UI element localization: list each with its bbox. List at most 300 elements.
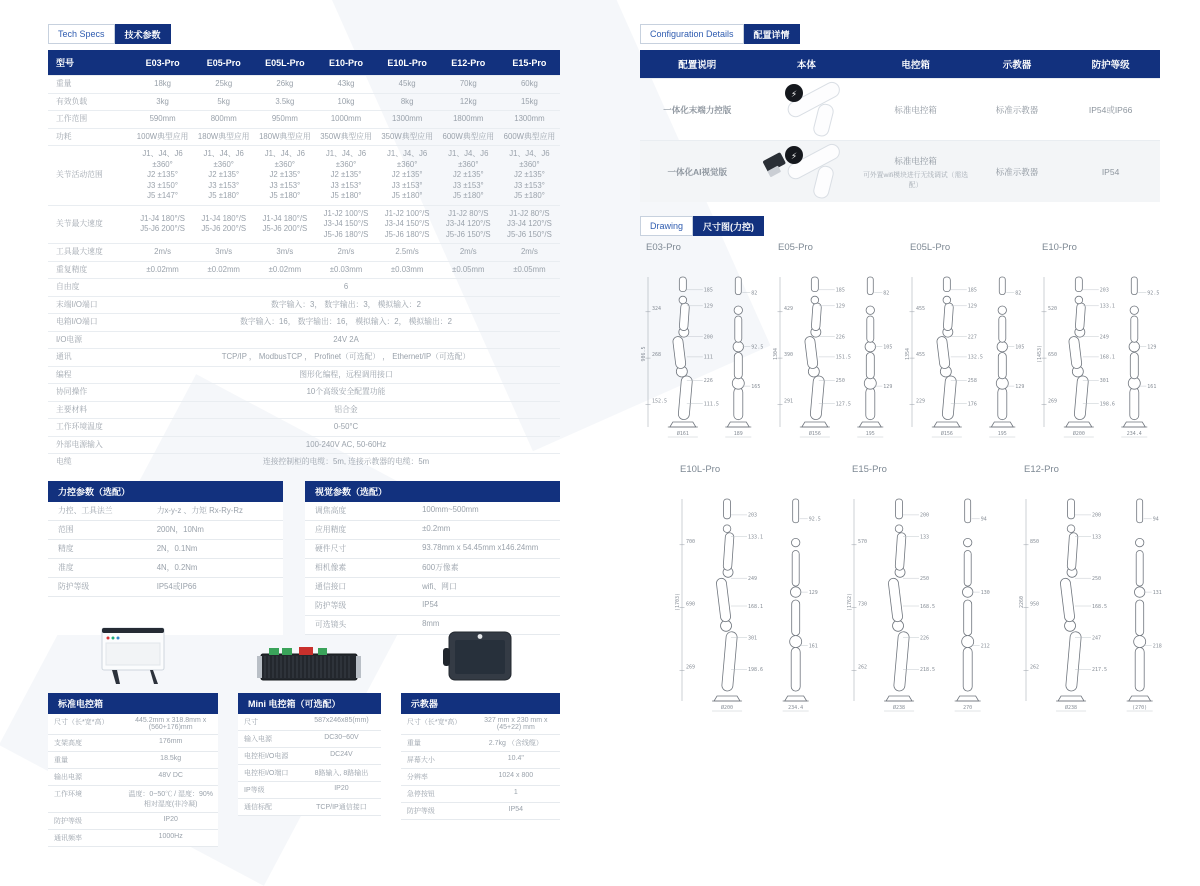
spec-row-value: 0-50°C <box>132 419 560 437</box>
hardware-key: 分辨率 <box>406 773 428 781</box>
drawing-model-E10L-Pro <box>674 464 830 730</box>
spec-cell: 350W典型应用 <box>377 128 438 146</box>
config-row <box>640 140 1160 202</box>
svg-text:185: 185 <box>967 287 977 294</box>
spec-row <box>48 349 560 367</box>
spec-cell: 2m/s <box>132 244 193 262</box>
spec-cell: 100W典型应用 <box>132 128 193 146</box>
drawing-figure <box>640 255 766 456</box>
spec-col-E10-Pro: E10-Pro <box>315 50 376 76</box>
spec-row <box>48 419 560 437</box>
svg-text:2260: 2260 <box>1019 595 1025 609</box>
force-param-value: 4N，0.2Nm <box>156 563 198 573</box>
hardware-value: 10.4" <box>507 754 524 762</box>
svg-text:⚡: ⚡ <box>791 150 798 162</box>
drawing-figure <box>1018 477 1174 730</box>
svg-text:(1703): (1703) <box>675 592 681 612</box>
svg-text:250: 250 <box>1092 576 1102 582</box>
hardware-key: 输入电源 <box>244 735 272 743</box>
tab-drawing-zh[interactable]: 尺寸图(力控) <box>693 216 764 236</box>
svg-text:226: 226 <box>835 334 845 341</box>
svg-text:200: 200 <box>920 512 930 519</box>
svg-text:161: 161 <box>1147 383 1157 390</box>
teach-pendant-photo <box>441 628 519 691</box>
force-param-key: 防护等级 <box>58 582 90 592</box>
spec-row <box>48 331 560 349</box>
vision-param-row <box>305 502 560 521</box>
spec-cell: ±0.05mm <box>499 261 560 279</box>
hardware-value: DC24V <box>330 750 353 758</box>
svg-text:129: 129 <box>1015 383 1025 390</box>
spec-row-value: 100-240V AC, 50-60Hz <box>132 436 560 454</box>
force-param-value: 200N，10Nm <box>156 525 204 535</box>
spec-row <box>48 146 560 206</box>
drawing-model-title: E05-Pro <box>778 242 813 253</box>
vision-param-row <box>305 540 560 559</box>
drawing-model-E05-Pro <box>772 242 898 456</box>
spec-row-label: 工具最大速度 <box>48 244 132 262</box>
hardware-row <box>401 735 560 752</box>
svg-text:129: 129 <box>835 303 845 310</box>
config-pendant-cell: 标准示教器 <box>995 104 1039 115</box>
spec-col-E03-Pro: E03-Pro <box>132 50 193 76</box>
svg-text:270: 270 <box>963 705 973 711</box>
spec-cell: J1-J4 180°/S J5-J6 200°/S <box>132 205 193 244</box>
tech-specs-tabs <box>48 24 560 44</box>
spec-cell: J1-J4 180°/S J5-J6 200°/S <box>254 205 315 244</box>
force-param-row <box>48 540 283 559</box>
spec-cell: 26kg <box>254 76 315 94</box>
spec-cell: 15kg <box>499 93 560 111</box>
drawing-model-E05L-Pro <box>904 242 1030 456</box>
vision-param-row <box>305 521 560 540</box>
svg-text:203: 203 <box>1099 287 1109 294</box>
spec-cell: ±0.02mm <box>132 261 193 279</box>
spec-cell: J1、J4、J6 ±360° J2 ±135° J3 ±153° J5 ±180° <box>254 146 315 206</box>
mini-control-box-photo <box>255 640 363 691</box>
hardware-value: 1000Hz <box>158 832 183 840</box>
vision-param-key: 通信接口 <box>315 582 347 592</box>
hardware-row <box>238 748 381 765</box>
dimension-drawing <box>674 477 830 725</box>
hardware-row <box>401 803 560 820</box>
svg-text:198.6: 198.6 <box>1099 401 1115 408</box>
teach-pendant-title: 示教器 <box>401 693 560 714</box>
config-box-label: 标准电控箱 <box>894 155 937 166</box>
hardware-value: IP20 <box>334 784 349 792</box>
hardware-block <box>48 693 218 847</box>
spec-cell: ±0.03mm <box>377 261 438 279</box>
standard-control-box-photo <box>90 624 176 691</box>
spec-row-value: 连接控制柜的电缆：5m, 连接示教器的电缆：5m <box>132 454 560 471</box>
svg-text:129: 129 <box>883 383 893 390</box>
spec-row <box>48 314 560 332</box>
svg-text:429: 429 <box>784 305 794 312</box>
hardware-value: 587x246x85(mm) <box>314 716 369 724</box>
vision-param-row <box>305 559 560 578</box>
spec-cell: 3.5kg <box>254 93 315 111</box>
vision-param-key: 调焦高度 <box>315 506 347 516</box>
svg-text:151.5: 151.5 <box>835 354 851 361</box>
svg-text:234.4: 234.4 <box>788 705 804 711</box>
hardware-value: 445.2mm x 318.8mm x (560+176)mm <box>135 716 207 731</box>
hardware-row <box>238 765 381 782</box>
config-box-label: 标准电控箱 <box>894 104 937 115</box>
hardware-value: 1024 x 800 <box>498 771 534 779</box>
spec-cell: 2m/s <box>438 244 499 262</box>
svg-text:185: 185 <box>835 287 845 294</box>
spec-cell: 43kg <box>315 76 376 94</box>
spec-row-label: 外部电源输入 <box>48 436 132 454</box>
spec-col-E10L-Pro: E10L-Pro <box>377 50 438 76</box>
dimension-drawing <box>772 255 898 451</box>
spec-row <box>48 111 560 129</box>
vision-params-title: 视觉参数（选配） <box>305 481 560 502</box>
spec-col-E05L-Pro: E05L-Pro <box>254 50 315 76</box>
spec-cell: 180W典型应用 <box>193 128 254 146</box>
config-ip-cell: IP54 <box>1101 166 1120 177</box>
svg-text:269: 269 <box>686 664 696 671</box>
spec-cell: 60kg <box>499 76 560 94</box>
svg-text:168.5: 168.5 <box>1092 603 1108 610</box>
svg-text:324: 324 <box>652 305 662 312</box>
force-params-title: 力控参数（选配） <box>48 481 283 502</box>
hardware-value: 1 <box>513 788 518 796</box>
standard-control-box-table <box>48 693 218 847</box>
vision-param-key: 防护等级 <box>315 601 347 611</box>
spec-row-label: 编程 <box>48 366 132 384</box>
svg-text:Ø161: Ø161 <box>676 431 689 437</box>
tech-specs-table <box>48 50 560 471</box>
drawing-tabs <box>640 216 1160 236</box>
svg-text:906.5: 906.5 <box>641 346 647 362</box>
spec-cell: J1、J4、J6 ±360° J2 ±135° J3 ±153° J5 ±180° <box>193 146 254 206</box>
svg-text:227: 227 <box>967 334 977 341</box>
drawing-model-E03-Pro <box>640 242 766 456</box>
svg-text:161: 161 <box>808 643 818 650</box>
hardware-value: 8路输入, 8路输出 <box>314 769 369 777</box>
svg-text:249: 249 <box>1099 334 1109 341</box>
spec-row-label: 重量 <box>48 76 132 94</box>
drawing-model-E12-Pro <box>1018 464 1174 730</box>
spec-cell: J1、J4、J6 ±360° J2 ±135° J3 ±153° J5 ±180° <box>499 146 560 206</box>
spec-row-label: I/O电源 <box>48 331 132 349</box>
svg-text:250: 250 <box>835 378 845 385</box>
spec-row-label: 工作范围 <box>48 111 132 129</box>
spec-col-E12-Pro: E12-Pro <box>438 50 499 76</box>
spec-cell: 1800mm <box>438 111 499 129</box>
svg-text:94: 94 <box>1152 516 1159 523</box>
svg-text:250: 250 <box>920 576 930 582</box>
spec-cell: 3kg <box>132 93 193 111</box>
svg-text:455: 455 <box>916 352 926 359</box>
mini-control-box-table <box>238 693 381 816</box>
spec-cell: 600W典型应用 <box>499 128 560 146</box>
svg-text:520: 520 <box>1048 305 1058 312</box>
hardware-value: 176mm <box>159 737 183 745</box>
svg-text:82: 82 <box>883 290 890 297</box>
hardware-key: IP等级 <box>244 786 265 794</box>
hardware-block <box>401 693 560 847</box>
spec-row-label: 自由度 <box>48 279 132 297</box>
hardware-key: 通信标配 <box>244 803 272 811</box>
spec-row-value: 数字输入：3， 数字输出：3， 模拟输入：2 <box>132 296 560 314</box>
spec-row-label: 通讯 <box>48 349 132 367</box>
svg-text:700: 700 <box>686 538 696 545</box>
drawing-figure <box>674 477 830 730</box>
hardware-key: 防护等级 <box>54 817 82 825</box>
svg-text:950: 950 <box>1030 601 1040 608</box>
force-param-row <box>48 521 283 540</box>
spec-cell: 180W典型应用 <box>254 128 315 146</box>
spec-cell: J1-J4 180°/S J5-J6 200°/S <box>193 205 254 244</box>
spec-row <box>48 366 560 384</box>
drawing-model-title: E10L-Pro <box>680 464 721 475</box>
svg-text:152.5: 152.5 <box>652 398 668 405</box>
svg-text:82: 82 <box>1015 290 1022 297</box>
spec-cell: 3m/s <box>254 244 315 262</box>
hardware-value: DC30~60V <box>324 733 359 741</box>
svg-text:168.1: 168.1 <box>748 603 764 610</box>
config-row <box>640 78 1160 140</box>
mini-control-box-title: Mini 电控箱（可选配） <box>238 693 381 714</box>
vision-param-row <box>305 578 560 597</box>
svg-text:92.5: 92.5 <box>751 344 764 351</box>
drawing-model-E10-Pro <box>1036 242 1162 456</box>
spec-cell: 1300mm <box>499 111 560 129</box>
svg-text:129: 129 <box>1147 344 1157 351</box>
config-box-cell <box>858 104 972 116</box>
config-body-image-cell <box>754 80 858 140</box>
spec-cell: ±0.03mm <box>315 261 376 279</box>
tab-config-details-en[interactable]: Configuration Details <box>640 24 744 44</box>
force-params-table <box>48 481 283 635</box>
svg-text:129: 129 <box>967 303 977 310</box>
svg-text:262: 262 <box>1030 664 1040 671</box>
vision-param-value: wifi、网口 <box>422 582 457 592</box>
svg-text:185: 185 <box>703 287 713 294</box>
config-name: 一体化末端力控版 <box>663 104 732 115</box>
drawing-figure <box>846 477 1002 730</box>
svg-text:200: 200 <box>703 334 713 341</box>
config-ip-cell: IP54或IP66 <box>1088 104 1133 115</box>
svg-text:249: 249 <box>748 576 758 582</box>
svg-text:(1453): (1453) <box>1037 344 1043 364</box>
teach-pendant-table <box>401 693 560 820</box>
spec-cell: 5kg <box>193 93 254 111</box>
drawing-figure <box>904 255 1030 456</box>
svg-text:258: 258 <box>967 378 977 385</box>
svg-text:111.5: 111.5 <box>703 401 719 408</box>
spec-cell: 600W典型应用 <box>438 128 499 146</box>
dimension-drawing <box>846 477 1002 725</box>
hardware-row <box>401 769 560 786</box>
force-param-key: 精度 <box>58 544 74 554</box>
svg-text:730: 730 <box>858 601 868 608</box>
vision-param-value: 600万像素 <box>422 563 459 573</box>
spec-row <box>48 76 560 94</box>
force-param-row <box>48 559 283 578</box>
config-details-tabs <box>640 24 1160 44</box>
force-param-key: 力控、工具法兰 <box>58 506 113 516</box>
config-details-table <box>640 50 1160 202</box>
spec-row-value: 数字输入：16， 数字输出：16， 模拟输入：2， 模拟输出：2 <box>132 314 560 332</box>
spec-row <box>48 93 560 111</box>
spec-cell: 18kg <box>132 76 193 94</box>
spec-row-value: TCP/IP ， ModbusTCP ， Profinet（可选配） ， Ethernet/IP（可选配） <box>132 349 560 367</box>
vision-param-key: 应用精度 <box>315 525 347 535</box>
hardware-value: 2.7kg （含线缆） <box>488 739 543 747</box>
svg-text:Ø200: Ø200 <box>1072 431 1085 437</box>
hardware-value: 18.5kg <box>160 754 182 762</box>
svg-text:198.6: 198.6 <box>748 667 764 674</box>
drawing-model-title: E05L-Pro <box>910 242 951 253</box>
spec-row-label: 关节最大速度 <box>48 205 132 244</box>
svg-text:1354: 1354 <box>905 347 911 361</box>
spec-cell: 2.5m/s <box>377 244 438 262</box>
config-pendant-cell: 标准示教器 <box>995 166 1039 177</box>
svg-text:291: 291 <box>784 398 794 405</box>
robot-arm-force-image <box>758 80 854 138</box>
force-param-key: 准度 <box>58 563 74 573</box>
spec-row <box>48 128 560 146</box>
spec-row-label: 重复精度 <box>48 261 132 279</box>
hardware-value: 48V DC <box>158 771 183 779</box>
tab-drawing-en[interactable]: Drawing <box>640 216 693 236</box>
hardware-key: 电控柜I/O端口 <box>244 769 289 777</box>
spec-row-label: 协同操作 <box>48 384 132 402</box>
svg-text:268: 268 <box>652 352 662 359</box>
drawing-model-E15-Pro <box>846 464 1002 730</box>
spec-row-label: 功耗 <box>48 128 132 146</box>
svg-text:262: 262 <box>858 664 868 671</box>
svg-text:850: 850 <box>1030 538 1040 545</box>
svg-text:217.5: 217.5 <box>1092 667 1108 674</box>
svg-text:218.5: 218.5 <box>920 667 936 674</box>
spec-row <box>48 205 560 244</box>
spec-row-value: 24V 2A <box>132 331 560 349</box>
force-param-row <box>48 502 283 521</box>
hardware-value: TCP/IP通信接口 <box>316 803 367 811</box>
svg-text:130: 130 <box>980 589 990 596</box>
spec-cell: 590mm <box>132 111 193 129</box>
svg-text:195: 195 <box>865 431 875 437</box>
hardware-key: 尺寸（长*宽*高） <box>54 718 109 726</box>
spec-row <box>48 384 560 402</box>
hardware-row <box>48 830 218 847</box>
spec-cell: J1-J2 80°/S J3-J4 120°/S J5-J6 150°/S <box>499 205 560 244</box>
svg-text:195: 195 <box>997 431 1007 437</box>
svg-text:131: 131 <box>1152 589 1162 596</box>
hardware-key: 急停按钮 <box>406 790 435 798</box>
svg-text:94: 94 <box>980 516 987 523</box>
svg-text:690: 690 <box>686 601 696 608</box>
tab-config-details-zh[interactable]: 配置详情 <box>744 24 800 44</box>
tab-tech-specs-zh[interactable]: 技术参数 <box>115 24 171 44</box>
svg-text:234.4: 234.4 <box>1126 431 1142 437</box>
hardware-row <box>48 813 218 830</box>
spec-row-label: 主要材料 <box>48 401 132 419</box>
vision-params-table <box>305 481 560 635</box>
drawing-figure <box>772 255 898 456</box>
spec-table-header-row <box>48 50 560 76</box>
spec-row-value: 图形化编程，远程调用接口 <box>132 366 560 384</box>
hardware-key: 工作环境 <box>54 790 82 798</box>
spec-row-value: 10个高级安全配置功能 <box>132 384 560 402</box>
svg-text:92.5: 92.5 <box>1147 290 1160 297</box>
config-name: 一体化AI视觉版 <box>667 166 727 177</box>
drawing-model-title: E03-Pro <box>646 242 681 253</box>
spec-row <box>48 296 560 314</box>
vision-param-value: ±0.2mm <box>422 524 451 534</box>
svg-text:111: 111 <box>703 354 713 361</box>
hardware-row <box>238 799 381 816</box>
drawing-model-title: E15-Pro <box>852 464 887 475</box>
spec-cell: 3m/s <box>193 244 254 262</box>
spec-cell: 25kg <box>193 76 254 94</box>
config-body-image-cell <box>754 142 858 202</box>
svg-text:(270): (270) <box>1132 705 1148 711</box>
spec-cell: J1、J4、J6 ±360° J2 ±135° J3 ±150° J5 ±147° <box>132 146 193 206</box>
svg-text:212: 212 <box>980 643 990 650</box>
force-param-value: 2N，0.1Nm <box>156 544 198 554</box>
spec-cell: J1-J2 100°/S J3-J4 150°/S J5-J6 180°/S <box>315 205 376 244</box>
hardware-block <box>238 693 381 847</box>
config-box-cell <box>858 155 972 189</box>
vision-param-row <box>305 597 560 616</box>
svg-text:133.1: 133.1 <box>1099 303 1115 310</box>
svg-text:⚡: ⚡ <box>791 88 798 100</box>
spec-cell: 8kg <box>377 93 438 111</box>
spec-cell: ±0.02mm <box>193 261 254 279</box>
svg-text:105: 105 <box>883 344 893 351</box>
svg-text:570: 570 <box>858 538 868 545</box>
svg-text:82: 82 <box>751 290 758 297</box>
svg-text:301: 301 <box>1099 378 1109 385</box>
tab-tech-specs-en[interactable]: Tech Specs <box>48 24 115 44</box>
spec-cell: 1300mm <box>377 111 438 129</box>
dimension-drawing <box>1036 255 1162 451</box>
dimension-drawing <box>1018 477 1174 725</box>
svg-text:226: 226 <box>703 378 713 385</box>
spec-cell: 45kg <box>377 76 438 94</box>
spec-row <box>48 454 560 471</box>
drawing-model-title: E10-Pro <box>1042 242 1077 253</box>
svg-text:390: 390 <box>784 352 794 359</box>
svg-text:176: 176 <box>967 401 977 408</box>
svg-text:127.5: 127.5 <box>835 401 851 408</box>
svg-text:Ø156: Ø156 <box>808 431 821 437</box>
svg-text:132.5: 132.5 <box>967 354 983 361</box>
svg-text:Ø200: Ø200 <box>721 705 734 711</box>
config-col-4: 示教器 <box>1002 60 1032 71</box>
hardware-key: 重量 <box>406 739 421 747</box>
config-col-2: 本体 <box>796 60 816 71</box>
force-param-value: IP54或IP66 <box>156 582 197 592</box>
hardware-row <box>401 714 560 735</box>
svg-text:301: 301 <box>748 635 758 642</box>
svg-text:133.1: 133.1 <box>748 534 764 541</box>
spec-cell: J1、J4、J6 ±360° J2 ±135° J3 ±153° J5 ±180° <box>377 146 438 206</box>
svg-text:Ø238: Ø238 <box>893 705 906 711</box>
svg-text:455: 455 <box>916 305 926 312</box>
hardware-row <box>401 752 560 769</box>
svg-text:(1762): (1762) <box>847 592 853 612</box>
spec-cell: 2m/s <box>315 244 376 262</box>
spec-row <box>48 279 560 297</box>
hardware-row <box>48 752 218 769</box>
standard-control-box-title: 标准电控箱 <box>48 693 218 714</box>
